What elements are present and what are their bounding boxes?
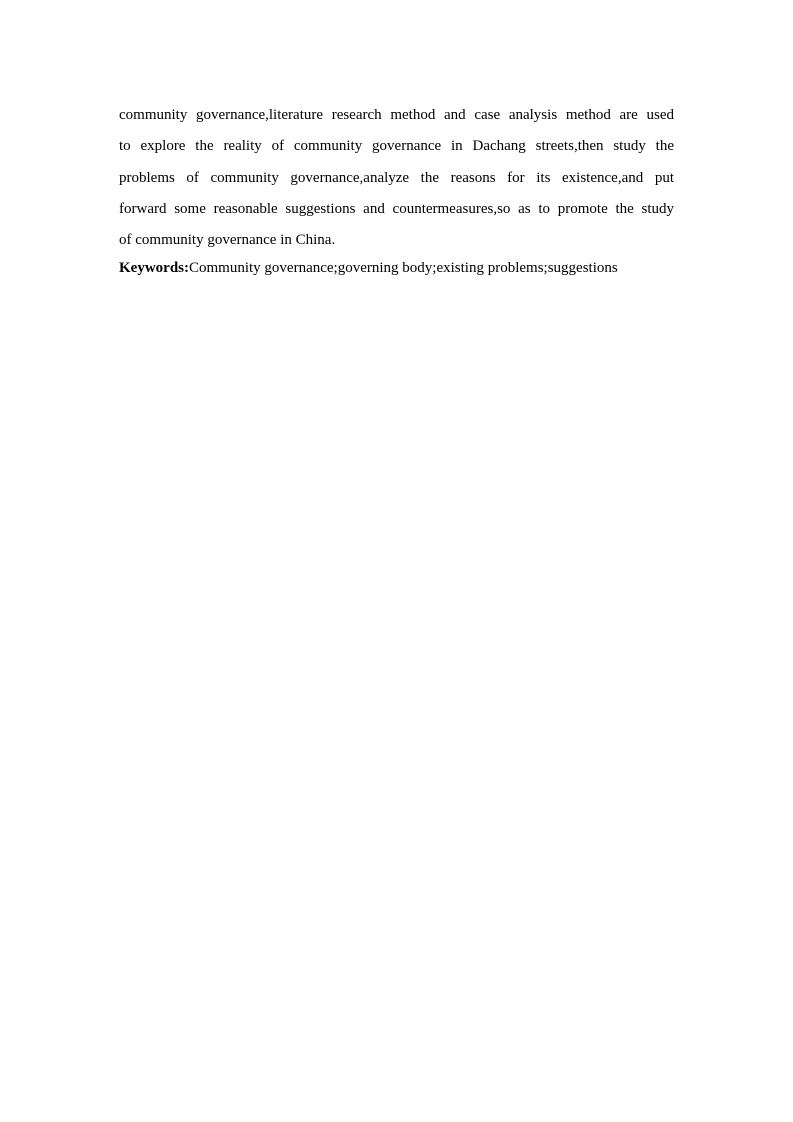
abstract-paragraph xyxy=(119,100,674,256)
abstract-line-1: community governance,literature research method and case analysis method are used xyxy=(119,107,674,123)
abstract-line-4: forward some reasonable suggestions and countermeasures,so as to promote the study xyxy=(119,200,674,217)
abstract-line-5: of community governance in China. xyxy=(119,232,336,249)
keywords-line xyxy=(119,253,719,284)
keywords-label: Keywords: xyxy=(119,260,189,276)
keywords-text: Community governance;governing body;existing problems;suggestions xyxy=(189,260,618,276)
abstract-line-3: problems of community governance,analyze the reasons for its existence,and put xyxy=(119,169,674,186)
abstract-line-2: to explore the reality of community governance in Dachang streets,then study the xyxy=(119,138,674,155)
